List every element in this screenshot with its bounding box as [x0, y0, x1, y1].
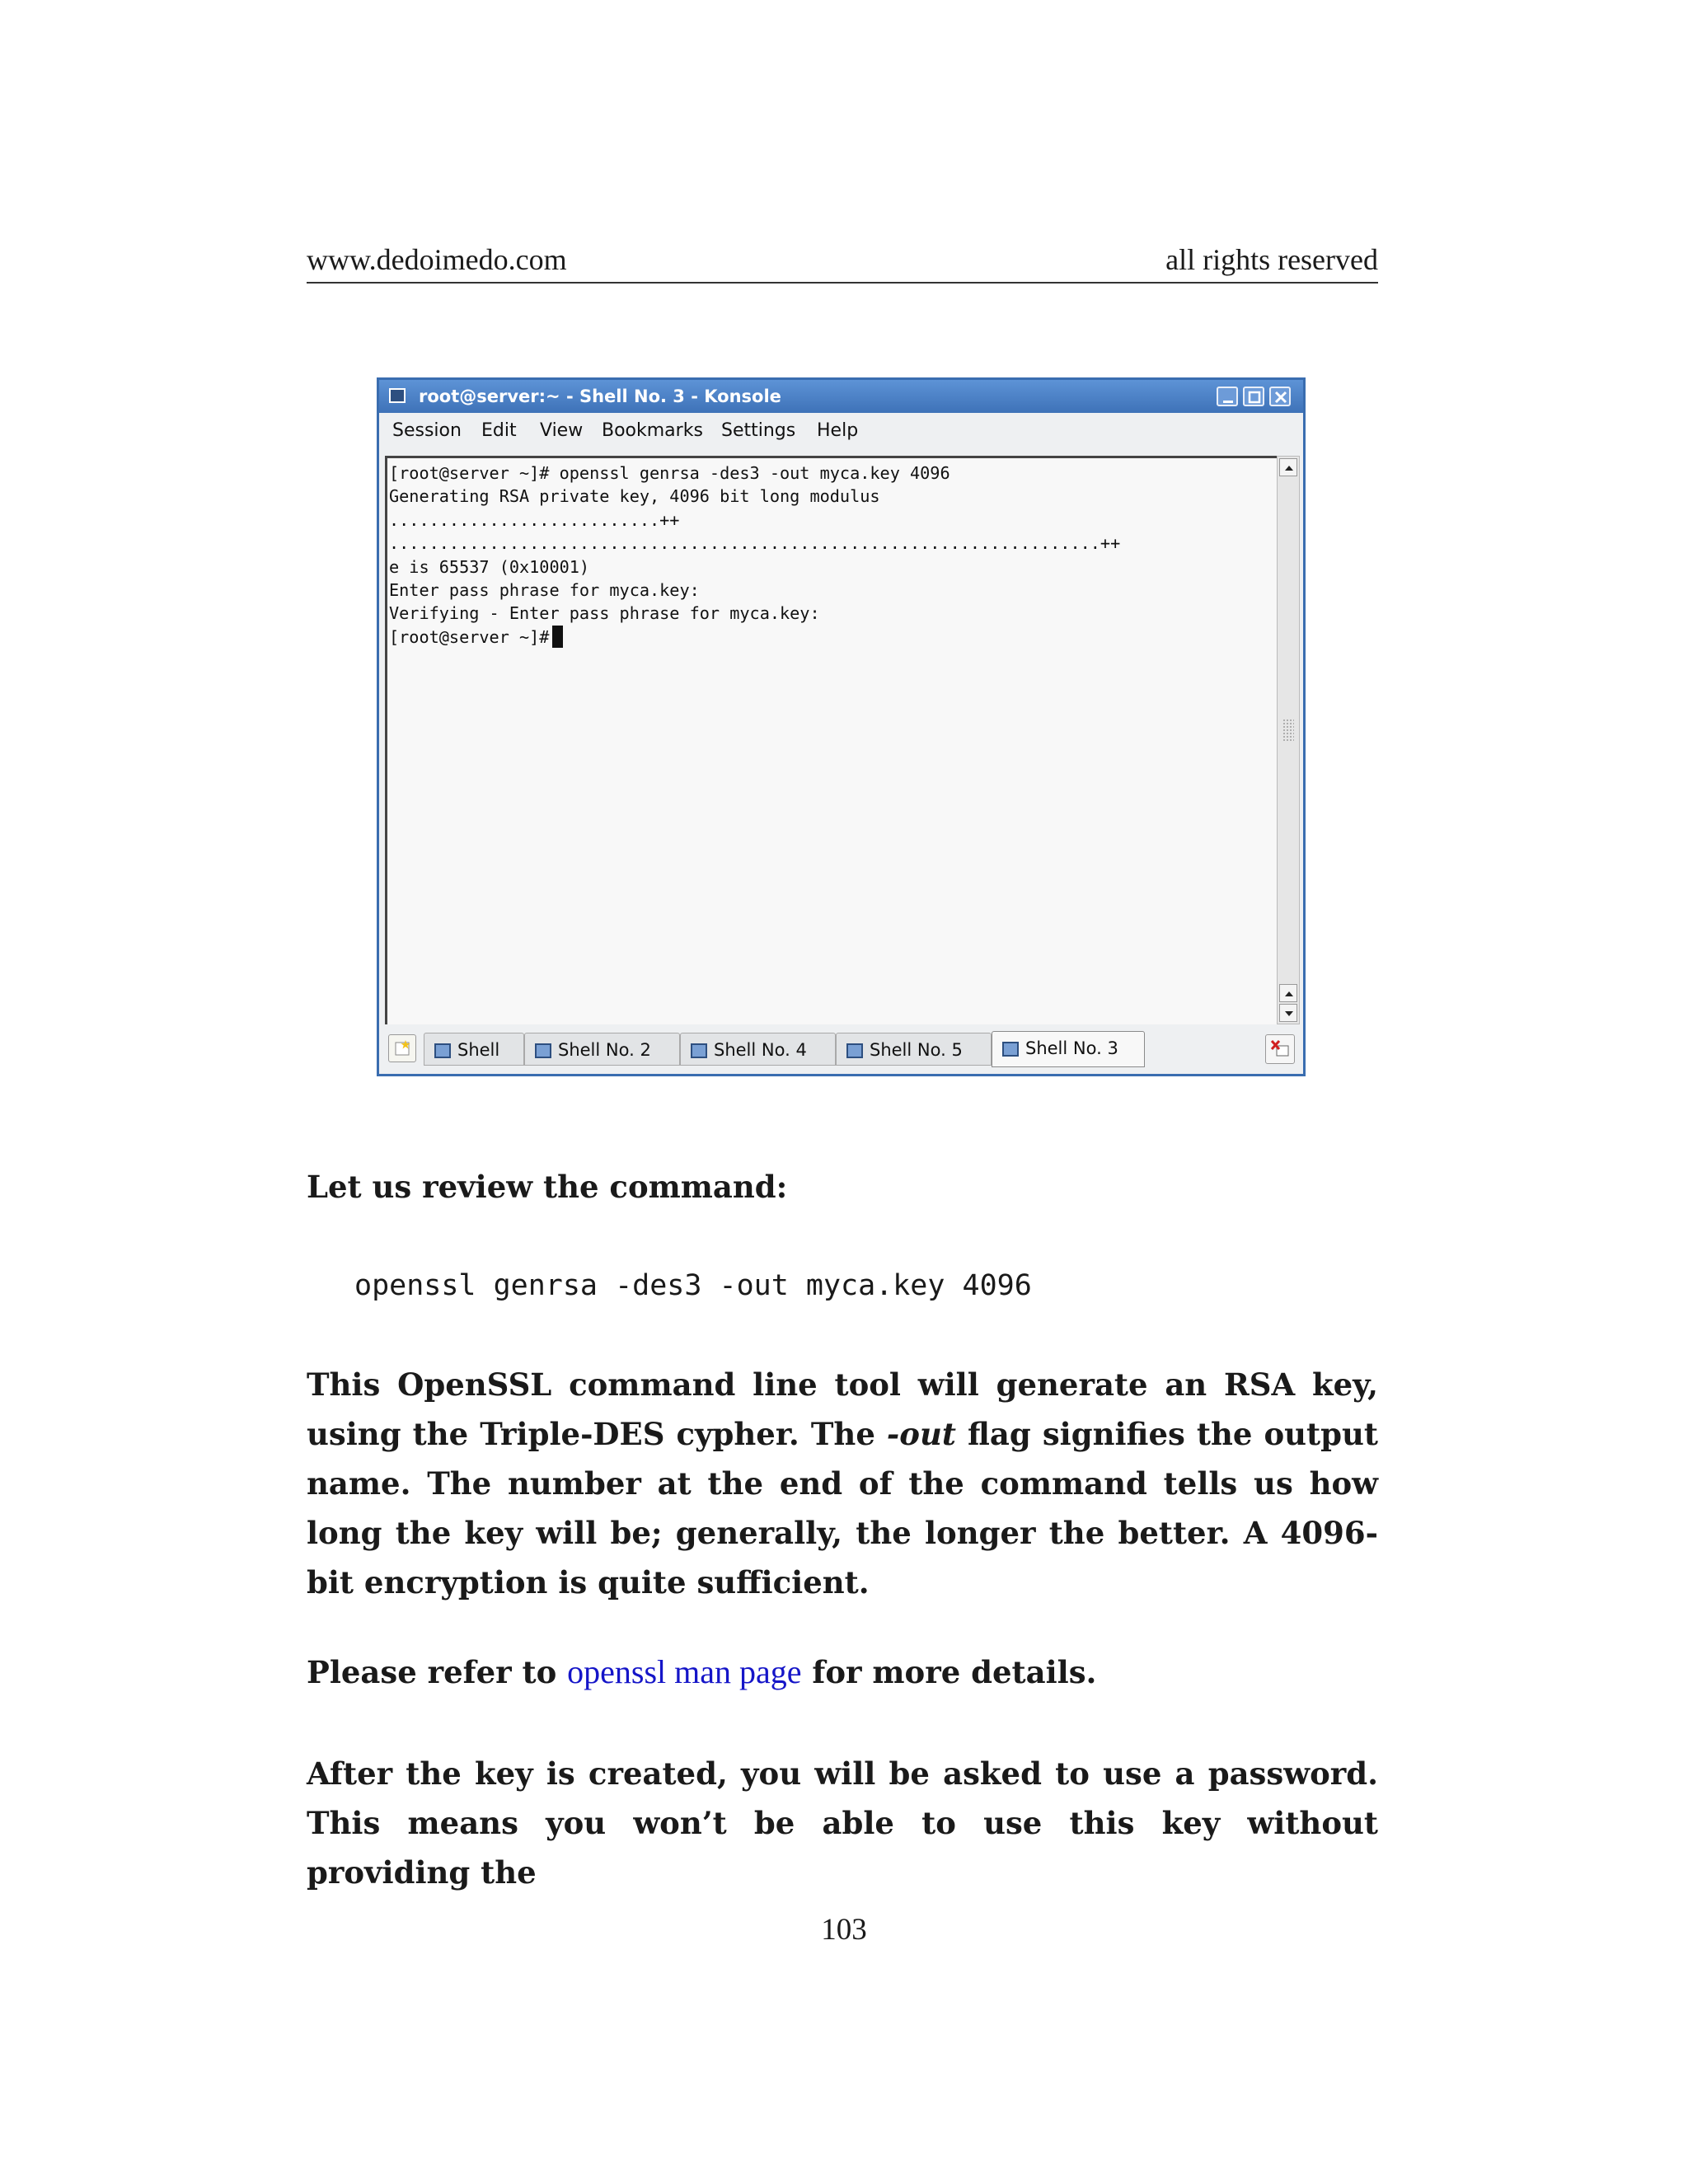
close-session-button[interactable] — [1265, 1034, 1295, 1064]
terminal-line: .......................................................................++ — [389, 533, 1121, 554]
paragraph-reference — [307, 1652, 1378, 1691]
tab-shell-no-2[interactable] — [524, 1033, 680, 1066]
paragraph-text: This OpenSSL command line tool will generate an RSA key, using the Triple-DES cypher. The — [307, 1366, 1378, 1452]
out-flag: -out — [886, 1416, 956, 1452]
text-cursor — [552, 626, 563, 648]
paragraph-text: flag signifies the output name. The number at the end of the command tells us how long the key will be; generally, the longer the better. A 4096-bit encryption is quite sufficient. — [307, 1416, 1378, 1601]
terminal-line: Verifying - Enter pass phrase for myca.key: — [389, 603, 820, 624]
maximize-icon — [1247, 390, 1262, 405]
scroll-up-button-bottom[interactable] — [1279, 984, 1297, 1002]
arrow-down-icon — [1284, 1010, 1294, 1018]
scroll-up-button[interactable] — [1279, 458, 1297, 476]
scrollbar-grip[interactable] — [1282, 719, 1294, 742]
konsole-app-icon — [389, 388, 406, 403]
menu-edit[interactable]: Edit — [481, 420, 517, 441]
tab-label: Shell No. 2 — [558, 1040, 651, 1060]
maximize-button[interactable] — [1243, 387, 1264, 406]
terminal-line: e is 65537 (0x10001) — [389, 556, 590, 577]
terminal-icon — [691, 1043, 707, 1058]
menu-settings[interactable]: Settings — [721, 420, 796, 441]
menu-bookmarks[interactable]: Bookmarks — [602, 420, 703, 441]
terminal-prompt-line — [389, 626, 1277, 649]
page-header — [307, 241, 1378, 284]
menu-session[interactable]: Session — [392, 420, 462, 441]
header-site: www.dedoimedo.com — [307, 243, 567, 276]
terminal-icon — [1002, 1042, 1019, 1057]
arrow-up-icon — [1284, 990, 1294, 998]
terminal-icon — [434, 1043, 451, 1058]
vertical-scrollbar[interactable] — [1277, 456, 1300, 1024]
paragraph-password: After the key is created, you will be asked to use a password. This means you won’t be able to use this key without providing the — [307, 1755, 1378, 1891]
paragraph-explanation — [307, 1360, 1378, 1607]
close-session-icon — [1270, 1039, 1290, 1059]
terminal-line: [root@server ~]# openssl genrsa -des3 -out myca.key 4096 — [389, 463, 950, 483]
command-code: openssl genrsa -des3 -out myca.key 4096 — [354, 1269, 1032, 1302]
terminal-prompt: [root@server ~]# — [389, 626, 550, 647]
konsole-window — [377, 377, 1306, 1076]
minimize-button[interactable] — [1217, 387, 1238, 406]
minimize-icon — [1221, 390, 1236, 405]
scroll-down-button[interactable] — [1279, 1004, 1297, 1022]
paragraph-text: for more details. — [801, 1654, 1097, 1690]
new-session-button[interactable] — [388, 1034, 416, 1062]
terminal-line: ...........................++ — [389, 509, 680, 530]
tab-shell-no-5[interactable] — [836, 1033, 992, 1066]
header-rights: all rights reserved — [1165, 243, 1378, 276]
new-tab-icon — [394, 1039, 412, 1057]
paragraph-text: Please refer to — [307, 1654, 568, 1690]
window-titlebar[interactable] — [379, 380, 1303, 413]
terminal-icon — [535, 1043, 551, 1058]
terminal-line: Generating RSA private key, 4096 bit long modulus — [389, 486, 880, 507]
session-tabbar — [379, 1026, 1303, 1074]
window-title: root@server:~ - Shell No. 3 - Konsole — [419, 387, 781, 406]
tab-shell-no-4[interactable] — [680, 1033, 836, 1066]
menu-view[interactable]: View — [540, 420, 584, 441]
terminal-output[interactable] — [385, 456, 1277, 1024]
tab-label: Shell No. 5 — [870, 1040, 963, 1060]
terminal-line: Enter pass phrase for myca.key: — [389, 580, 700, 601]
tab-label: Shell No. 3 — [1025, 1038, 1118, 1058]
review-heading: Let us review the command: — [307, 1169, 788, 1205]
tab-shell-no-3[interactable] — [992, 1031, 1145, 1067]
tab-label: Shell No. 4 — [714, 1040, 807, 1060]
menubar — [379, 413, 1303, 448]
tab-label: Shell — [457, 1040, 500, 1060]
terminal-icon — [846, 1043, 863, 1058]
page-number: 103 — [821, 1913, 867, 1947]
openssl-man-page-link[interactable]: openssl man page — [567, 1653, 802, 1690]
close-icon — [1273, 390, 1288, 405]
close-button[interactable] — [1269, 387, 1291, 406]
menu-help[interactable]: Help — [817, 420, 859, 441]
tab-shell[interactable] — [424, 1033, 524, 1066]
arrow-up-icon — [1284, 464, 1294, 472]
